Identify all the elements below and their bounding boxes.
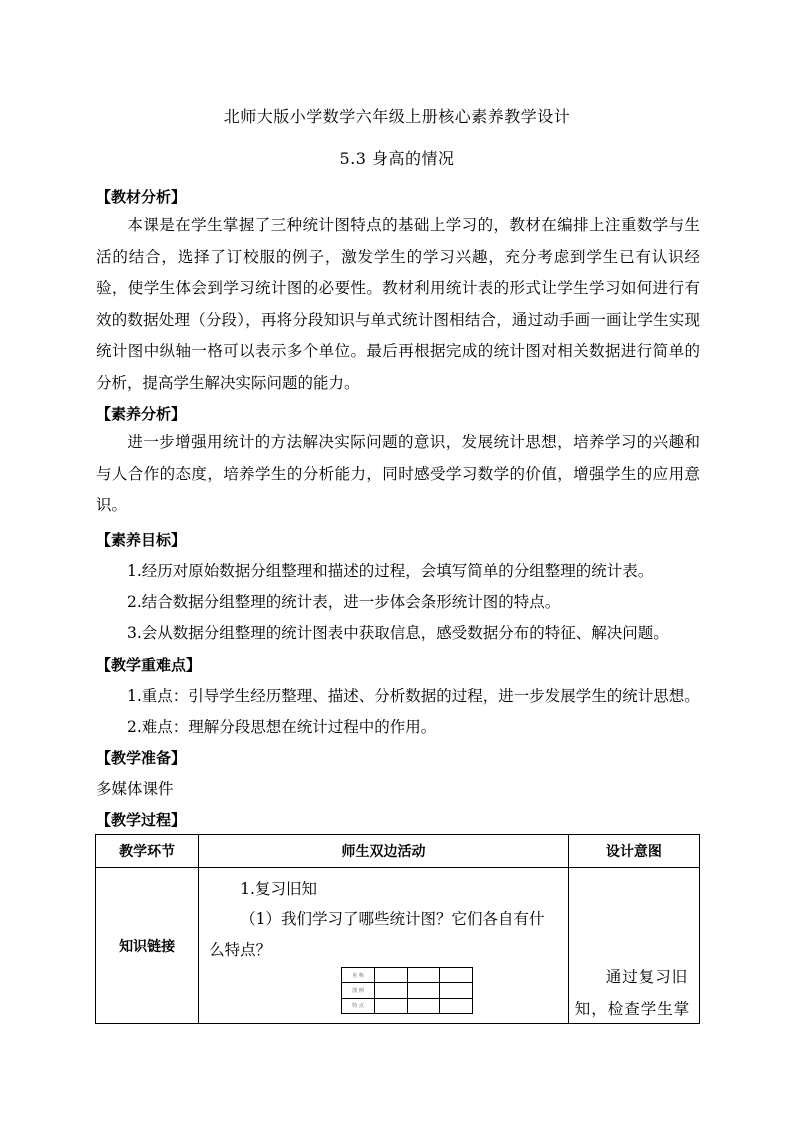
section-heading-literacy: 【素养分析】 <box>96 405 187 423</box>
intent-paragraph <box>575 961 697 1025</box>
material-text: 本课是在学生掌握了三种统计图特点的基础上学习的，教材在编排上注重数学与生活的结合，选择了订校服的例子，激发学生的学习兴趣，充分考虑到学生已有认识经验，使学生体会到学习统计图的必要性。教材利用统计表的形式让学生学习如何进行有效的数据处理（分段），再将分段知识与单式统计图相结合，通过动手画一画让学生实现统计图中纵轴一格可以表示多个单位。最后再根据完成的统计图对相关数据进行简单的分析，提高学生解决实际问题的能力。 <box>96 216 700 392</box>
stage-cell: 知识链接 <box>96 868 199 1024</box>
section-heading-prep: 【教学准备】 <box>96 749 187 767</box>
table-row <box>96 868 700 1024</box>
material-paragraph <box>96 210 700 399</box>
goal-item: 3.会从数据分组整理的统计图表中获取信息，感受数据分布的特征、解决问题。 <box>127 624 669 642</box>
document-title: 北师大版小学数学六年级上册核心素养教学设计 <box>223 107 571 126</box>
activity-line: 么特点？ <box>209 941 272 959</box>
goal-item: 1.经历对原始数据分组整理和描述的过程，会填写简单的分组整理的统计表。 <box>127 562 654 580</box>
table-header-row <box>96 835 700 868</box>
header-activity: 师生双边活动 <box>199 835 569 868</box>
mini-row-label: 特 点 <box>342 998 375 1013</box>
section-heading-material: 【教材分析】 <box>96 188 187 206</box>
intent-cell <box>568 868 699 1024</box>
section-heading-process: 【教学过程】 <box>96 811 187 829</box>
keypoint-item: 1.重点：引导学生经历整理、描述、分析数据的过程，进一步发展学生的统计思想。 <box>127 687 700 705</box>
literacy-paragraph <box>96 427 700 522</box>
teaching-process-table <box>95 834 700 1024</box>
goal-item: 2.结合数据分组整理的统计表，进一步体会条形统计图的特点。 <box>127 593 561 611</box>
section-heading-goals: 【素养目标】 <box>96 531 187 549</box>
activity-line: （1）我们学习了哪些统计图？它们各自有什 <box>240 910 545 928</box>
activity-line: 1.复习旧知 <box>240 880 317 898</box>
mini-row-label: 图 例 <box>342 983 375 998</box>
literacy-text: 进一步增强用统计的方法解决实际问题的意识，发展统计思想，培养学习的兴趣和与人合作的态度，培养学生的分析能力，同时感受学习数学的价值，增强学生的应用意识。 <box>96 433 700 514</box>
prep-text: 多媒体课件 <box>96 780 174 798</box>
activity-cell <box>199 868 569 1024</box>
document-subtitle: 5.3 身高的情况 <box>339 149 455 168</box>
mini-row-label: 名 称 <box>342 968 375 983</box>
header-intent: 设计意图 <box>568 835 699 868</box>
intent-text: 通过复习旧知，检查学生掌 <box>574 968 691 1018</box>
keypoint-item: 2.难点：理解分段思想在统计过程中的作用。 <box>127 718 437 736</box>
section-heading-keypoints: 【教学重难点】 <box>96 656 202 674</box>
statistics-chart-comparison-table <box>341 967 473 1014</box>
header-stage: 教学环节 <box>96 835 199 868</box>
